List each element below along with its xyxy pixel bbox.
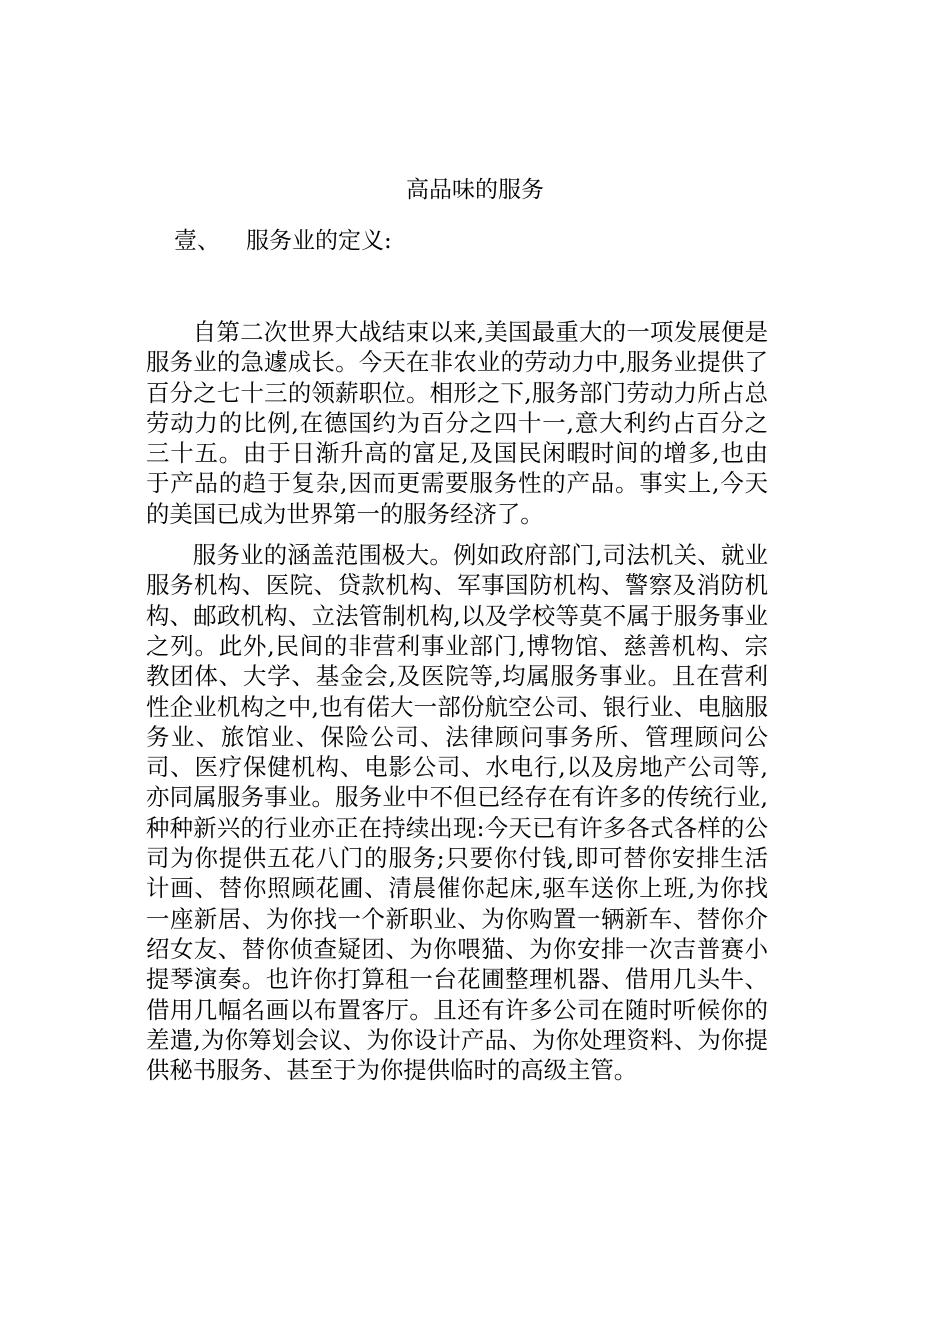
section-heading-text: 服务业的定义: (246, 228, 392, 254)
paragraph-1: 自第二次世界大战结束以来,美国最重大的一项发展便是服务业的急遽成长。今天在非农业的劳动力中,服务业提供了百分之七十三的领薪职位。相形之下,服务部门劳动力所占总劳动力的比例,在德国约为百分之四十一,意大利约占百分之三十五。由于日渐升高的富足,及国民闲暇时间的增多,也由于产品的趋于复杂,因而更需要服务性的产品。事实上,今天的美国已成为世界第一的服务经济了。 (146, 318, 768, 528)
section-heading (174, 225, 392, 257)
section-number: 壹、 (174, 228, 220, 254)
document-title: 高品味的服务 (406, 177, 544, 203)
paragraph-2: 服务业的涵盖范围极大。例如政府部门,司法机关、就业服务机构、医院、贷款机构、军事国防机构、警察及消防机构、邮政机构、立法管制机构,以及学校等莫不属于服务事业之列。此外,民间的非营利事业部门,博物馆、慈善机构、宗教团体、大学、基金会,及医院等,均属服务事业。且在营利性企业机构之中,也有偌大一部份航空公司、银行业、电脑服务业、旅馆业、保险公司、法律顾问事务所、管理顾问公司、医疗保健机构、电影公司、水电行,以及房地产公司等,亦同属服务事业。服务业中不但已经存在有许多的传统行业,种种新兴的行业亦正在持续出现:今天已有许多各式各样的公司为你提供五花八门的服务;只要你付钱,即可替你安排生活计画、替你照顾花圃、清晨催你起床,驱车送你上班,为你找一座新居、为你找一个新职业、为你购置一辆新车、替你介绍女友、替你侦查疑团、为你喂猫、为你安排一次吉普赛小提琴演奏。也许你打算租一台花圃整理机器、借用几头牛、借用几幅名画以布置客厅。且还有许多公司在随时听候你的差遣,为你筹划会议、为你设计产品、为你处理资料、为你提供秘书服务、甚至于为你提供临时的高级主管。 (146, 541, 768, 1085)
body-text (146, 317, 768, 1096)
